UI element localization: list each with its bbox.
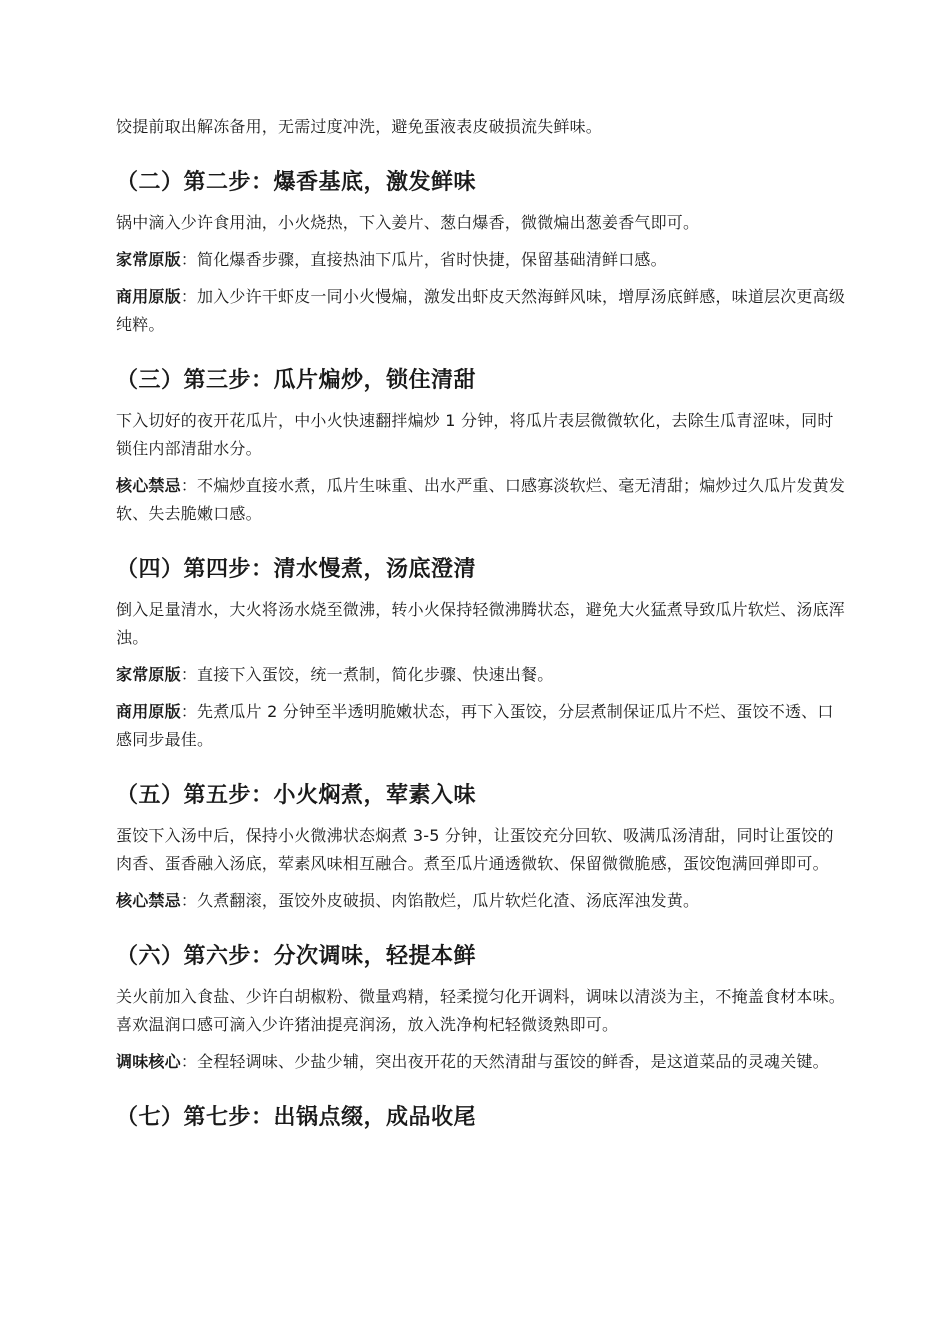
section-step-7	[116, 1103, 846, 1133]
section-heading: （六）第六步：分次调味，轻提本鲜	[116, 944, 477, 969]
note-label: 商用原版	[116, 702, 181, 721]
section-step-6	[116, 942, 846, 1076]
note-label: 核心禁忌	[116, 891, 181, 910]
document-content	[116, 113, 846, 1144]
note-paragraph	[116, 246, 846, 274]
section-heading: （二）第二步：爆香基底，激发鲜味	[116, 170, 477, 195]
section-heading: （七）第七步：出锅点缀，成品收尾	[116, 1105, 477, 1130]
section-step-5	[116, 781, 846, 915]
section-body: 关火前加入食盐、少许白胡椒粉、微量鸡精，轻柔搅匀化开调料，调味以清淡为主，不掩盖食材本味。喜欢温润口感可滴入少许猪油提亮润汤，放入洗净枸杞轻微烫熟即可。	[116, 987, 846, 1034]
note-paragraph	[116, 1048, 846, 1076]
note-label: 核心禁忌	[116, 476, 181, 495]
note-label: 家常原版	[116, 250, 181, 269]
section-step-2	[116, 168, 846, 339]
note-label: 家常原版	[116, 665, 181, 684]
section-step-3	[116, 366, 846, 528]
note-paragraph	[116, 472, 846, 528]
section-body: 蛋饺下入汤中后，保持小火微沸状态焖煮 3-5 分钟，让蛋饺充分回软、吸满瓜汤清甜，同时让蛋饺的肉香、蛋香融入汤底，荤素风味相互融合。煮至瓜片通透微软、保留微微脆感，蛋饺饱满回弹即可。	[116, 826, 834, 873]
section-heading: （五）第五步：小火焖煮，荤素入味	[116, 783, 477, 808]
section-heading: （四）第四步：清水慢煮，汤底澄清	[116, 557, 477, 582]
note-text: ：不煸炒直接水煮，瓜片生味重、出水严重、口感寡淡软烂、毫无清甜；煸炒过久瓜片发黄发软、失去脆嫩口感。	[116, 476, 846, 523]
section-heading: （三）第三步：瓜片煸炒，锁住清甜	[116, 368, 477, 393]
note-paragraph	[116, 887, 846, 915]
note-text: ：简化爆香步骤，直接热油下瓜片，省时快捷，保留基础清鲜口感。	[180, 250, 667, 269]
note-paragraph	[116, 661, 846, 689]
note-text: ：直接下入蛋饺，统一煮制，简化步骤、快速出餐。	[180, 665, 554, 684]
section-body: 锅中滴入少许食用油，小火烧热，下入姜片、葱白爆香，微微煸出葱姜香气即可。	[116, 213, 700, 232]
note-text: ：先煮瓜片 2 分钟至半透明脆嫩状态，再下入蛋饺，分层煮制保证瓜片不烂、蛋饺不透、口感同步最佳。	[116, 702, 834, 749]
note-label: 调味核心	[116, 1052, 181, 1071]
note-text: ：全程轻调味、少盐少辅，突出夜开花的天然清甜与蛋饺的鲜香，是这道菜品的灵魂关键。	[180, 1052, 829, 1071]
section-step-4	[116, 555, 846, 754]
section-body: 下入切好的夜开花瓜片，中小火快速翻拌煸炒 1 分钟，将瓜片表层微微软化，去除生瓜青涩味，同时锁住内部清甜水分。	[116, 411, 834, 458]
note-paragraph	[116, 283, 846, 339]
section-body: 倒入足量清水，大火将汤水烧至微沸，转小火保持轻微沸腾状态，避免大火猛煮导致瓜片软烂、汤底浑浊。	[116, 600, 846, 647]
note-paragraph	[116, 698, 846, 754]
note-text: ：久煮翻滚，蛋饺外皮破损、肉馅散烂，瓜片软烂化渣、汤底浑浊发黄。	[180, 891, 700, 910]
note-label: 商用原版	[116, 287, 181, 306]
intro-paragraph: 饺提前取出解冻备用，无需过度冲洗，避免蛋液表皮破损流失鲜味。	[116, 117, 603, 136]
note-text: ：加入少许干虾皮一同小火慢煸，激发出虾皮天然海鲜风味，增厚汤底鲜感，味道层次更高级纯粹。	[116, 287, 846, 334]
